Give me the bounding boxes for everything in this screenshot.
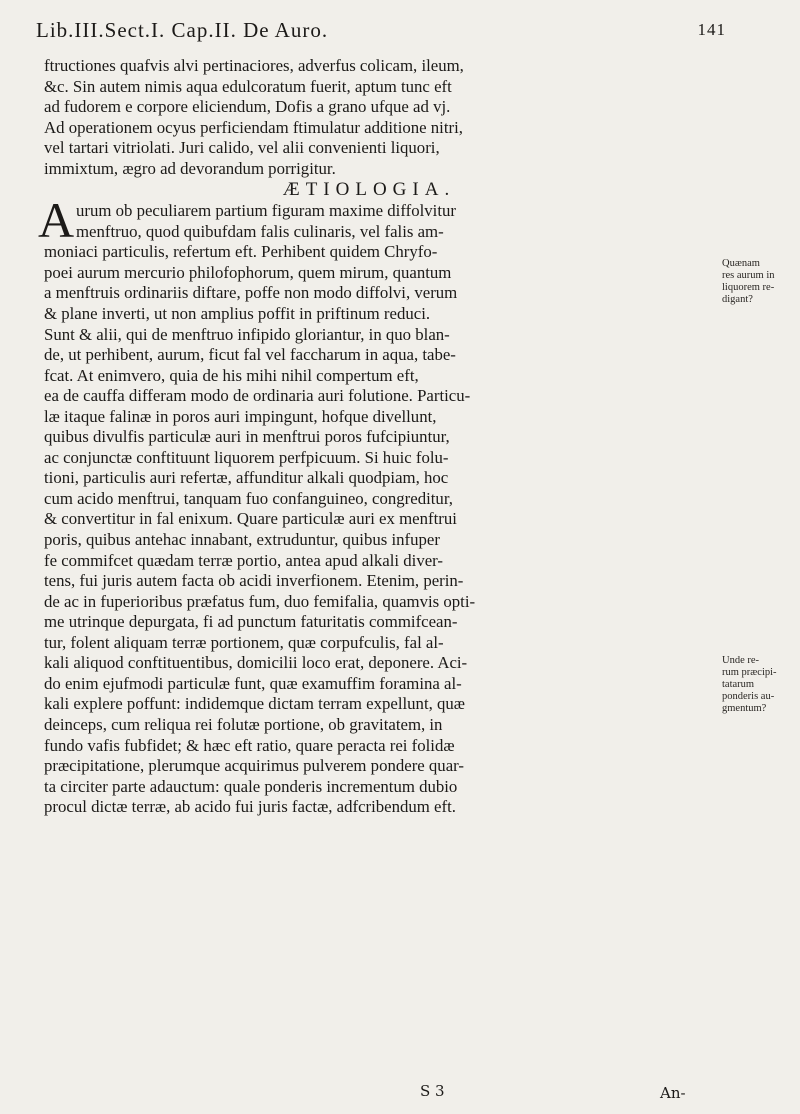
margin-note-line: liquorem re- <box>722 282 775 293</box>
running-head <box>36 18 726 48</box>
text-line: ad fudorem e corpore eliciendum, Dofis a grano ufque ad vj. <box>44 97 451 117</box>
margin-note-line: rum præcipi- <box>722 667 777 678</box>
margin-note-1 <box>722 258 784 306</box>
catchword: An- <box>660 1084 686 1102</box>
text-line: de, ut perhibent, aurum, ficut fal vel faccharum in aqua, tabe- <box>44 345 456 365</box>
text-line: kali explere poffunt: indidemque dictam terram expellunt, quæ <box>44 694 465 714</box>
text-line: fe commifcet quædam terræ portio, antea apud alkali diver- <box>44 550 444 570</box>
text-line: immixtum, ægro ad devorandum porrigitur. <box>44 158 336 178</box>
text-line: ea de cauffa differam modo de ordinaria auri folutione. Particu- <box>44 386 471 406</box>
text-line: fundo vafis fubfidet; & hæc eft ratio, quare peracta rei folidæ <box>44 735 455 755</box>
text-line: moniaci particulis, refertum eft. Perhibent quidem Chryfo- <box>44 242 438 262</box>
text-line: cum acido menftrui, tanquam fuo confanguineo, congreditur, <box>44 488 453 508</box>
text-line: vel tartari vitriolati. Juri calido, vel alii convenienti liquori, <box>44 138 440 158</box>
margin-note-line: tatarum <box>722 679 755 690</box>
text-line: me utrinque depurgata, fi ad punctum faturitatis commifcean- <box>44 612 458 632</box>
text-line: fcat. At enimvero, quia de his mihi nihil compertum eft, <box>44 365 419 385</box>
text-line: do enim ejufmodi particulæ funt, quæ examuffim foramina al- <box>44 673 462 693</box>
text-line: a menftruis ordinariis diftare, poffe non modo diffolvi, verum <box>44 283 458 303</box>
margin-note-line: Unde re- <box>722 655 760 666</box>
text-line: ac conjunctæ conftituunt liquorem perfpicuum. Si huic folu- <box>44 447 449 467</box>
signature-mark: S 3 <box>420 1082 445 1100</box>
margin-note-line: res aurum in <box>722 270 775 281</box>
text-line: kali aliquod conftituentibus, domicilii loco erat, deponere. Aci- <box>44 653 468 673</box>
text-line: quibus divulfis particulæ auri in menftrui poros fufcipiuntur, <box>44 427 450 447</box>
section-heading: ÆTIOLOGIA. <box>282 179 456 201</box>
drop-cap: A <box>38 192 75 249</box>
text-line: tioni, particulis auri refertæ, affunditur alkali quodpiam, hoc <box>44 468 449 488</box>
text-line: &c. Sin autem nimis aqua edulcoratum fuerit, aptum tunc eft <box>44 76 452 96</box>
text-line: læ itaque falinæ in poros auri impingunt, hofque divellunt, <box>44 406 437 426</box>
text-line: deinceps, cum reliqua rei folutæ portione, ob gravitatem, in <box>44 714 443 734</box>
main-text <box>38 56 694 818</box>
running-head-title: Lib.III.Sect.I. Cap.II. De Auro. <box>36 18 329 42</box>
text-line: tur, folent aliquam terræ portionem, quæ corpufculis, fal al- <box>44 632 444 652</box>
margin-note-line: ponderis au- <box>722 691 775 702</box>
text-line: menftruo, quod quibufdam falis culinaris, vel falis am- <box>76 221 444 241</box>
text-line: præcipitatione, plerumque acquirimus pulverem pondere quar- <box>44 756 464 776</box>
text-line: urum ob peculiarem partium figuram maxime diffolvitur <box>76 201 456 221</box>
text-line: procul dictæ terræ, ab acido fui juris factæ, adfcribendum eft. <box>44 797 456 817</box>
text-line: & convertitur in fal enixum. Quare particulæ auri ex menftrui <box>44 509 457 529</box>
margin-note-line: gmentum? <box>722 703 767 714</box>
text-line: Sunt & alii, qui de menftruo infipido gloriantur, in quo blan- <box>44 324 450 344</box>
text-line: Ad operationem ocyus perficiendam ftimulatur additione nitri, <box>44 117 463 137</box>
margin-note-2 <box>722 655 784 715</box>
text-line: de ac in fuperioribus præfatus fum, duo femifalia, quamvis opti- <box>44 591 476 611</box>
paragraph <box>38 192 694 817</box>
text-line: ftructiones quafvis alvi pertinaciores, adverfus colicam, ileum, <box>44 56 464 75</box>
margin-note-line: digant? <box>722 294 753 305</box>
text-line: poei aurum mercurio philofophorum, quem mirum, quantum <box>44 262 452 282</box>
margin-note-line: Quænam <box>722 258 760 269</box>
text-line: poris, quibus antehac innabant, extruduntur, quibus infuper <box>44 530 440 550</box>
text-line: ta circiter parte adauctum: quale ponderis incrementum dubio <box>44 776 458 796</box>
text-line: & plane inverti, ut non amplius poffit in priftinum reduci. <box>44 304 431 324</box>
page-number: 141 <box>697 20 726 39</box>
text-line: tens, fui juris autem facta ob acidi inverfionem. Etenim, perin- <box>44 571 464 591</box>
